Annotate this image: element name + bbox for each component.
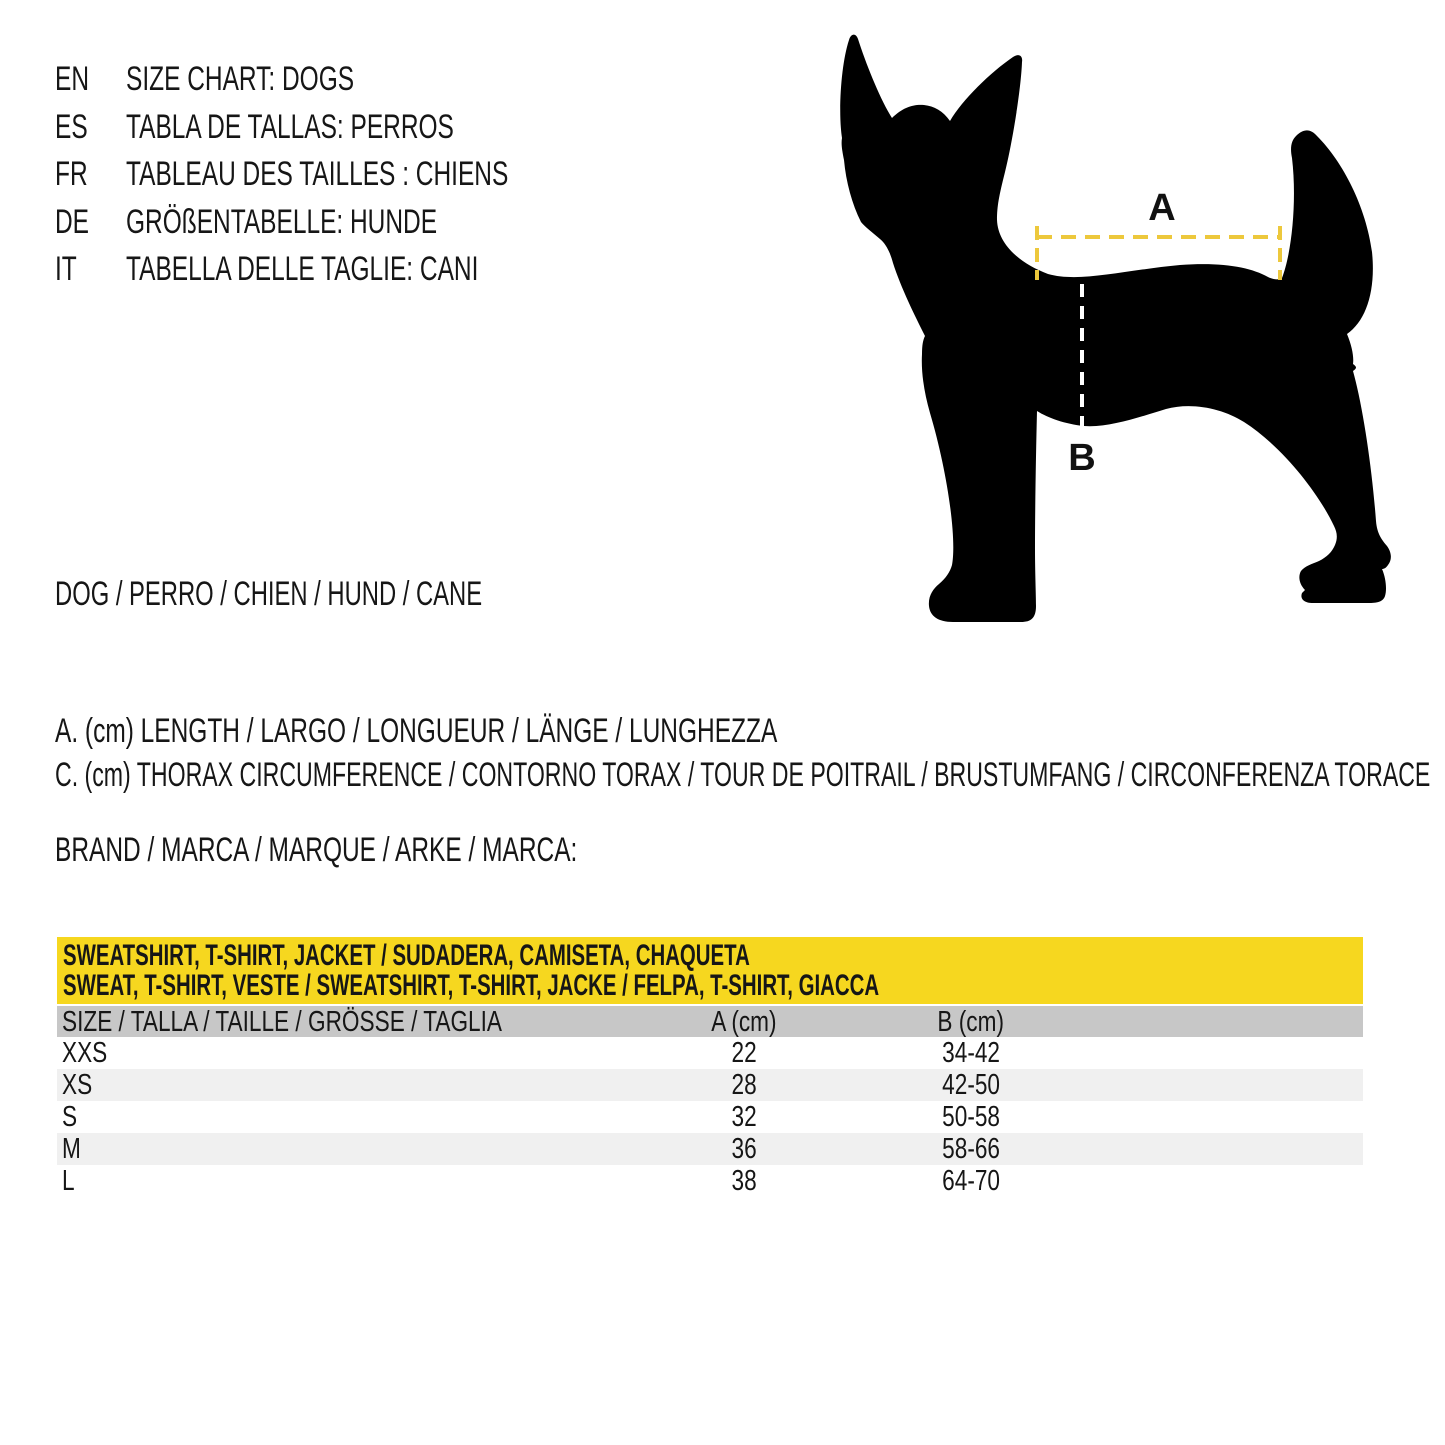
- measurement-legend-c: C. (cm) THORAX CIRCUMFERENCE / CONTORNO TORAX / TOUR DE POITRAIL / BRUSTUMFANG / CIRCONFERENZA TORACE: [55, 755, 1431, 794]
- table-row: [57, 1101, 1363, 1133]
- a-value: 36: [731, 1133, 757, 1165]
- table-title-line-1: SWEATSHIRT, T-SHIRT, JACKET / SUDADERA, CAMISETA, CHAQUETA: [63, 939, 750, 972]
- language-row: [55, 56, 657, 104]
- a-value: 32: [731, 1101, 757, 1133]
- a-value: 38: [731, 1165, 757, 1197]
- dog-silhouette: [840, 35, 1391, 622]
- size-value: M: [62, 1133, 81, 1165]
- b-value: 58-66: [942, 1133, 1000, 1165]
- column-header-size: SIZE / TALLA / TAILLE / GRÖSSE / TAGLIA: [62, 1006, 503, 1038]
- language-row: [55, 151, 657, 199]
- language-code: ES: [55, 107, 88, 146]
- language-title: SIZE CHART: DOGS: [126, 60, 355, 99]
- a-value: 22: [731, 1037, 757, 1069]
- column-header-b: B (cm): [937, 1006, 1005, 1038]
- measure-b-label: B: [1068, 437, 1096, 479]
- animal-caption: DOG / PERRO / CHIEN / HUND / CANE: [55, 574, 483, 613]
- table-row: [57, 1165, 1363, 1197]
- a-value: 28: [731, 1069, 757, 1101]
- language-code: DE: [55, 202, 90, 241]
- table-row: [57, 1037, 1363, 1069]
- size-value: XXS: [62, 1037, 108, 1069]
- language-title: TABELLA DELLE TAGLIE: CANI: [126, 250, 479, 289]
- language-row: [55, 246, 657, 294]
- size-value: S: [62, 1101, 78, 1133]
- language-code: EN: [55, 60, 90, 99]
- size-value: XS: [62, 1069, 93, 1101]
- size-table: [57, 937, 1363, 1197]
- b-value: 42-50: [942, 1069, 1000, 1101]
- table-row: [57, 1069, 1363, 1101]
- b-value: 64-70: [942, 1165, 1000, 1197]
- dog-measurement-diagram: [820, 20, 1420, 660]
- language-row: [55, 104, 657, 152]
- table-title-line-2: SWEAT, T-SHIRT, VESTE / SWEATSHIRT, T-SHIRT, JACKE / FELPA, T-SHIRT, GIACCA: [63, 969, 880, 1002]
- table-column-header-row: [57, 1006, 1363, 1037]
- language-title-list: [55, 56, 657, 294]
- b-value: 34-42: [942, 1037, 1000, 1069]
- measure-a-label: A: [1148, 187, 1176, 229]
- language-title: TABLA DE TALLAS: PERROS: [126, 107, 454, 146]
- table-row: [57, 1133, 1363, 1165]
- language-code: FR: [55, 155, 88, 194]
- language-row: [55, 199, 657, 247]
- brand-label: BRAND / MARCA / MARQUE / ARKE / MARCA:: [55, 830, 578, 869]
- column-header-a: A (cm): [711, 1006, 777, 1038]
- b-value: 50-58: [942, 1101, 1000, 1133]
- measurement-legend-a: A. (cm) LENGTH / LARGO / LONGUEUR / LÄNGE / LUNGHEZZA: [55, 711, 778, 750]
- language-code: IT: [55, 250, 77, 289]
- language-title: GRÖßENTABELLE: HUNDE: [126, 202, 438, 241]
- table-title-band: [57, 937, 1363, 1004]
- size-value: L: [62, 1165, 75, 1197]
- language-title: TABLEAU DES TAILLES : CHIENS: [126, 155, 509, 194]
